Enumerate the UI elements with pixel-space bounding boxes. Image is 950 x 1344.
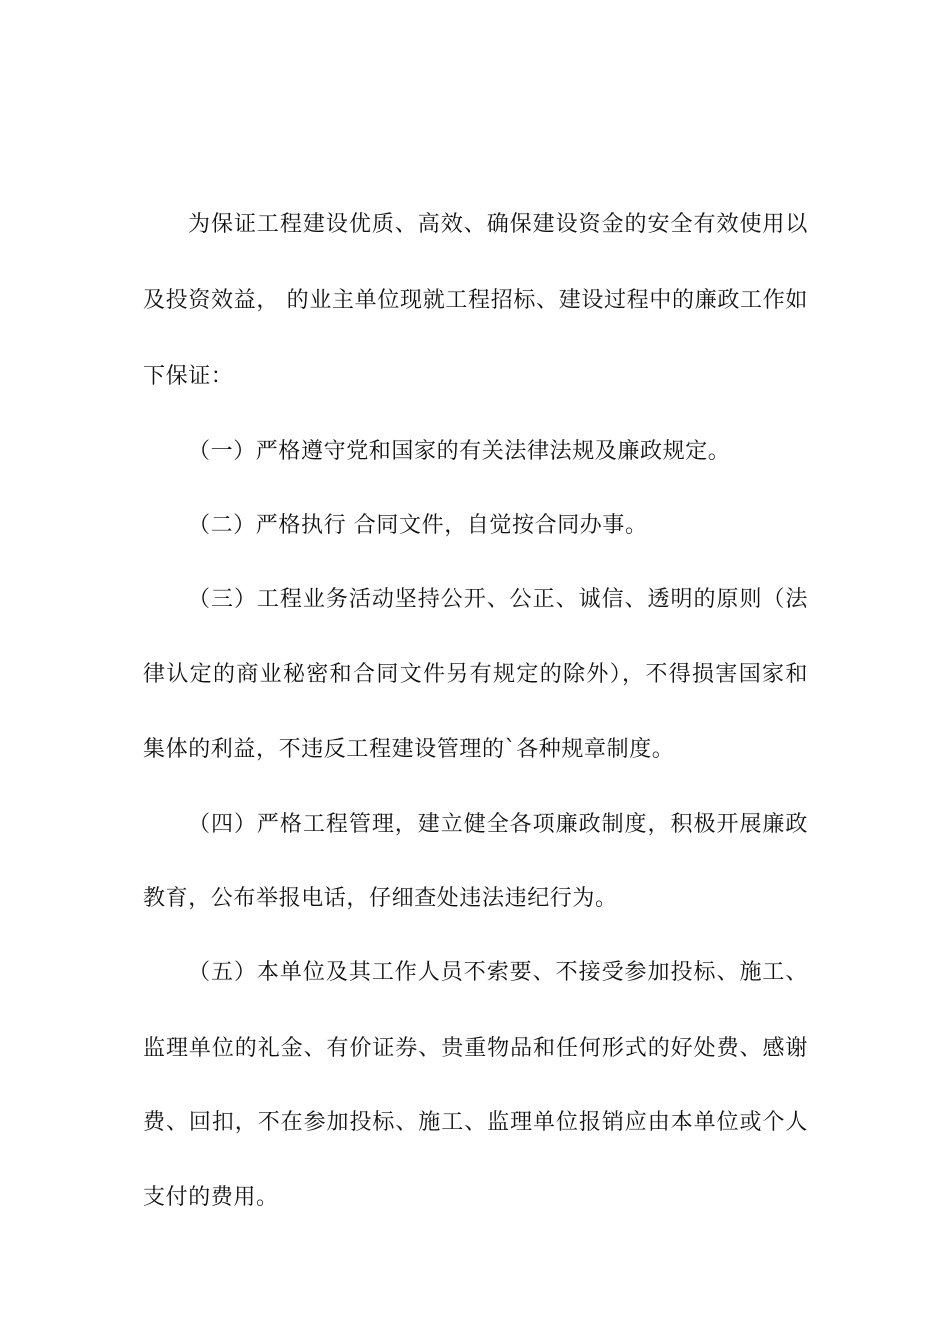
paragraph-item-5-line-4: 支付的费用。 bbox=[143, 1185, 279, 1210]
paragraph-item-1-line-1: （一）严格遵守党和国家的有关法律法规及廉政规定。 bbox=[188, 439, 731, 464]
paragraph-item-5-line-3: 费、回扣，不在参加投标、施工、监理单位报销应由本单位或个人 bbox=[143, 1110, 808, 1135]
paragraph-item-4-line-2: 教育，公布举报电话，仔细查处违法违纪行为。 bbox=[143, 886, 618, 911]
paragraph-item-4-line-1: （四）严格工程管理，建立健全各项廉政制度，积极开展廉政 bbox=[188, 812, 808, 837]
paragraph-item-5-line-2: 监理单位的礼金、有价证券、贵重物品和任何形式的好处费、感谢 bbox=[143, 1036, 808, 1061]
paragraph-intro-line-1: 为保证工程建设优质、高效、确保建设资金的安全有效使用以 bbox=[188, 212, 808, 237]
paragraph-item-2-line-1: （二）严格执行 合同文件，自觉按合同办事。 bbox=[188, 513, 648, 538]
paragraph-item-5-line-1: （五）本单位及其工作人员不索要、不接受参加投标、施工、 bbox=[188, 960, 808, 985]
paragraph-item-3-line-1: （三）工程业务活动坚持公开、公正、诚信、透明的原则（法 bbox=[188, 587, 808, 612]
paragraph-item-3-line-2: 律认定的商业秘密和合同文件另有规定的除外），不得损害国家和 bbox=[143, 662, 808, 687]
paragraph-item-3-line-3: 集体的利益，不违反工程建设管理的`各种规章制度。 bbox=[143, 737, 675, 762]
paragraph-intro-line-3: 下保证： bbox=[143, 364, 234, 389]
paragraph-intro-line-2: 及投资效益， 的业主单位现就工程招标、建设过程中的廉政工作如 bbox=[143, 288, 808, 313]
